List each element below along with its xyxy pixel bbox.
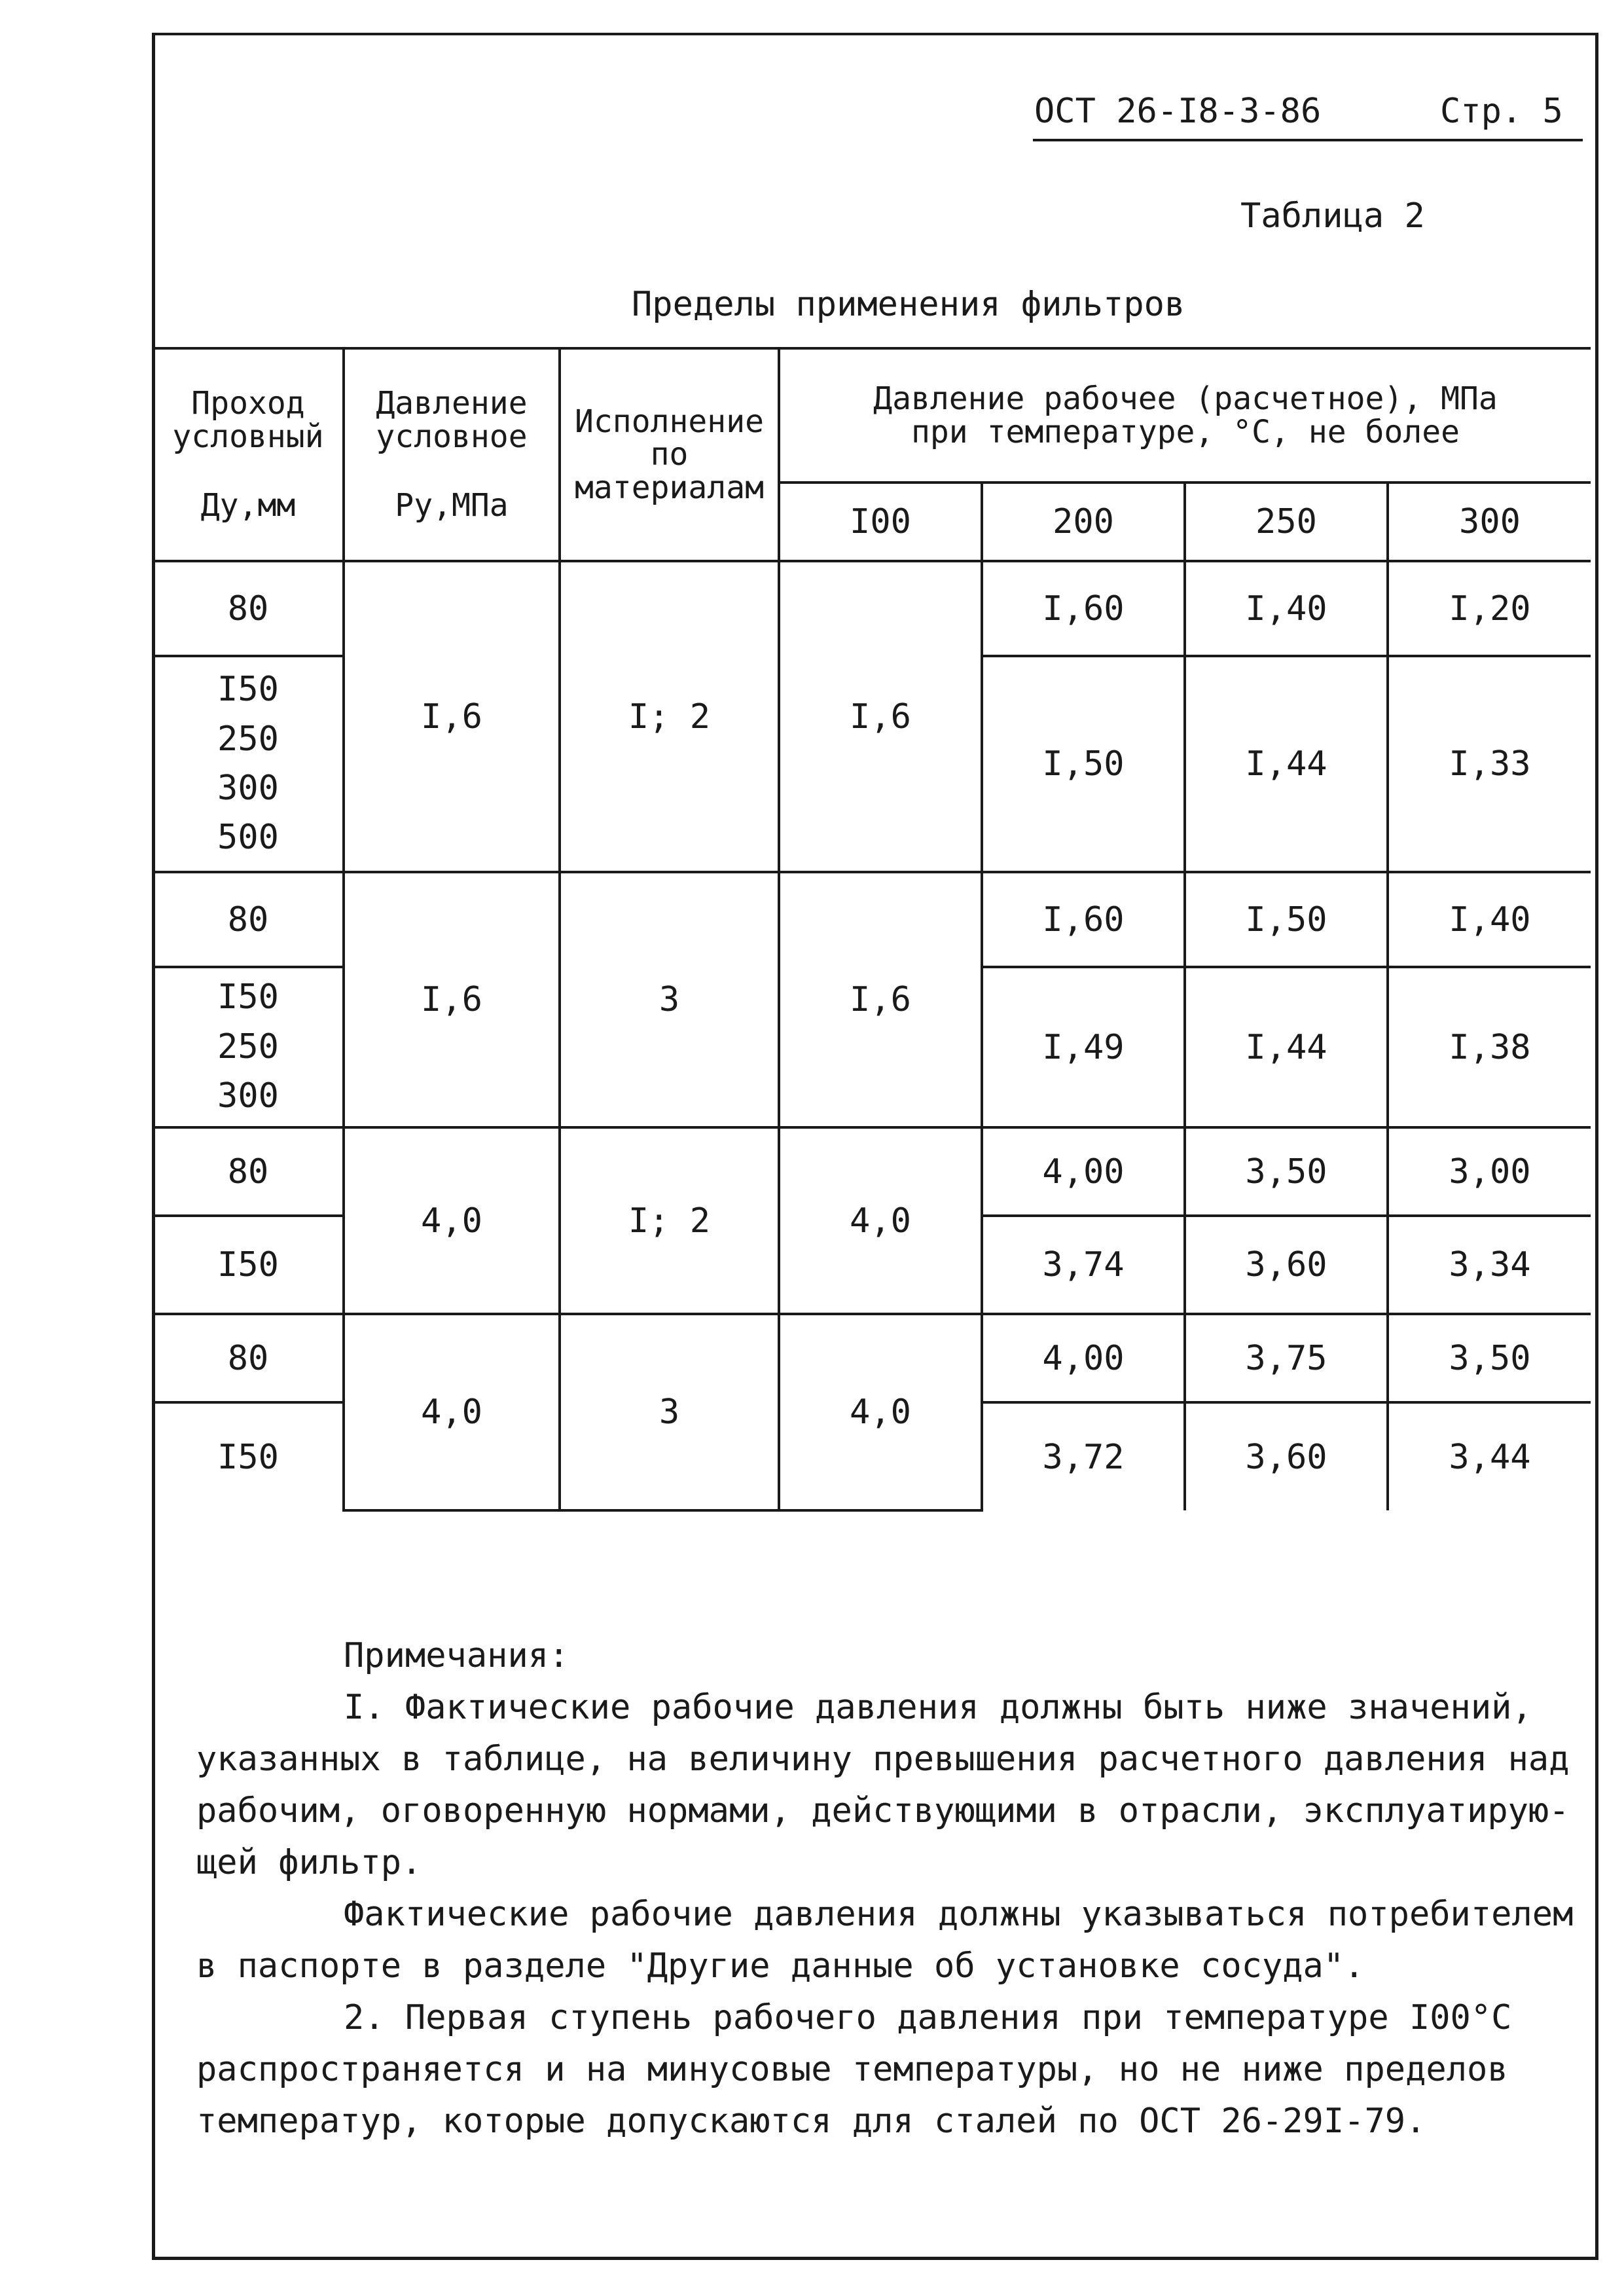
cell-temp-300: I,20 (1388, 561, 1591, 656)
cell-nominal-pressure: 4,0 (344, 1127, 560, 1314)
cell-temp-200: 4,00 (982, 1127, 1185, 1216)
bore-value: 80 (227, 1338, 269, 1378)
cell-temp-250: 3,75 (1185, 1314, 1388, 1402)
header-temp-200: 200 (982, 483, 1185, 561)
cell-nominal-bore (154, 1216, 344, 1314)
cell-temp-250: 3,50 (1185, 1127, 1388, 1216)
header-working-pressure (779, 348, 1591, 483)
notes-section (196, 1630, 1578, 2147)
cell-temp-100: 4,0 (779, 1127, 982, 1314)
note-paragraph: Фактические рабочие давления должны указываться потребителем в паспорте в разделе "Другие данные об установке сосуда". (196, 1895, 1574, 1986)
bore-value: I50 (217, 1437, 279, 1477)
table-row (154, 1127, 1591, 1216)
cell-temp-250: I,40 (1185, 561, 1388, 656)
cell-temp-200: I,49 (982, 967, 1185, 1127)
cell-nominal-pressure: I,6 (344, 872, 560, 1127)
cell-temp-200: I,50 (982, 656, 1185, 872)
header-text: Давление рабочее (расчетное), МПа (873, 380, 1498, 418)
cell-temp-250: I,44 (1185, 967, 1388, 1127)
bore-value: I50 (217, 1245, 279, 1285)
cell-temp-250: 3,60 (1185, 1402, 1388, 1510)
table-row (154, 1314, 1591, 1402)
bore-value: 500 (217, 818, 279, 858)
bore-value: 250 (217, 1027, 279, 1066)
bore-value: 80 (227, 1152, 269, 1192)
table-row (154, 872, 1591, 967)
cell-temp-300: I,40 (1388, 872, 1591, 967)
cell-temp-300: 3,00 (1388, 1127, 1591, 1216)
cell-temp-300: 3,44 (1388, 1402, 1591, 1510)
note-paragraph: 2. Первая ступень рабочего давления при температуре I00°С распространяется и на минусовые температуры, но не ниже пределов температур, которые допускаются для сталей по ОСТ 26-29I-79. (196, 1998, 1512, 2141)
cell-material: 3 (560, 1314, 779, 1510)
bore-value: 80 (227, 589, 269, 629)
bore-value: I50 (217, 977, 279, 1017)
cell-nominal-bore (154, 1314, 344, 1402)
cell-temp-200: I,60 (982, 872, 1185, 967)
cell-temp-300: 3,34 (1388, 1216, 1591, 1314)
cell-material: 3 (560, 872, 779, 1127)
header-nominal-pressure (344, 348, 560, 561)
note-paragraph: I. Фактические рабочие давления должны быть ниже значений, указанных в таблице, на величину превышения расчетного давления над рабочим, оговоренную нормами, действующими в отрасли, эксплуатирую-щей фильтр. (196, 1688, 1570, 1882)
cell-temp-300: I,33 (1388, 656, 1591, 872)
cell-temp-300: I,38 (1388, 967, 1591, 1127)
header-temp-300: 300 (1388, 483, 1591, 561)
table-label: Таблица 2 (1240, 196, 1425, 236)
cell-temp-250: 3,60 (1185, 1216, 1388, 1314)
cell-nominal-bore (154, 561, 344, 656)
cell-temp-200: 3,72 (982, 1402, 1185, 1510)
header-text: Проход (191, 385, 305, 422)
header-text: при температуре, °С, не более (911, 413, 1460, 450)
bore-value: 80 (227, 900, 269, 939)
cell-nominal-bore (154, 656, 344, 872)
header-text: по (650, 436, 689, 473)
header-text: Ду,мм (200, 487, 296, 524)
cell-material: I; 2 (560, 1127, 779, 1314)
table-title: Пределы применения фильтров (632, 285, 1185, 324)
header-text: условное (376, 418, 528, 455)
cell-temp-300: 3,50 (1388, 1314, 1591, 1402)
bore-value: I50 (217, 670, 279, 710)
cell-temp-100: I,6 (779, 561, 982, 872)
cell-nominal-bore (154, 1402, 344, 1510)
bore-value: 250 (217, 719, 279, 759)
filter-limits-table (154, 347, 1591, 1512)
table-row (154, 561, 1591, 656)
header-text: Исполнение (575, 403, 764, 440)
cell-temp-100: I,6 (779, 872, 982, 1127)
header-text: материалам (575, 469, 764, 506)
header-material-version (560, 348, 779, 561)
bore-value: 300 (217, 1076, 279, 1116)
cell-temp-200: I,60 (982, 561, 1185, 656)
header-underline (1033, 139, 1583, 141)
header-text: Ру,МПа (395, 487, 509, 524)
header-temp-250: 250 (1185, 483, 1388, 561)
cell-temp-200: 3,74 (982, 1216, 1185, 1314)
cell-nominal-pressure: I,6 (344, 561, 560, 872)
cell-nominal-bore (154, 967, 344, 1127)
notes-heading: Примечания: (344, 1636, 569, 1675)
cell-temp-100: 4,0 (779, 1314, 982, 1510)
bore-value: 300 (217, 769, 279, 808)
header-temp-100: I00 (779, 483, 982, 561)
header-text: Давление (376, 385, 528, 422)
cell-nominal-bore (154, 1127, 344, 1216)
header-nominal-bore (154, 348, 344, 561)
cell-temp-250: I,50 (1185, 872, 1388, 967)
cell-nominal-bore (154, 872, 344, 967)
cell-temp-200: 4,00 (982, 1314, 1185, 1402)
header-text: условный (172, 418, 324, 455)
cell-nominal-pressure: 4,0 (344, 1314, 560, 1510)
cell-material: I; 2 (560, 561, 779, 872)
page-number: Стр. 5 (1440, 92, 1563, 131)
cell-temp-250: I,44 (1185, 656, 1388, 872)
document-code: ОСТ 26-I8-3-86 (1034, 92, 1322, 131)
